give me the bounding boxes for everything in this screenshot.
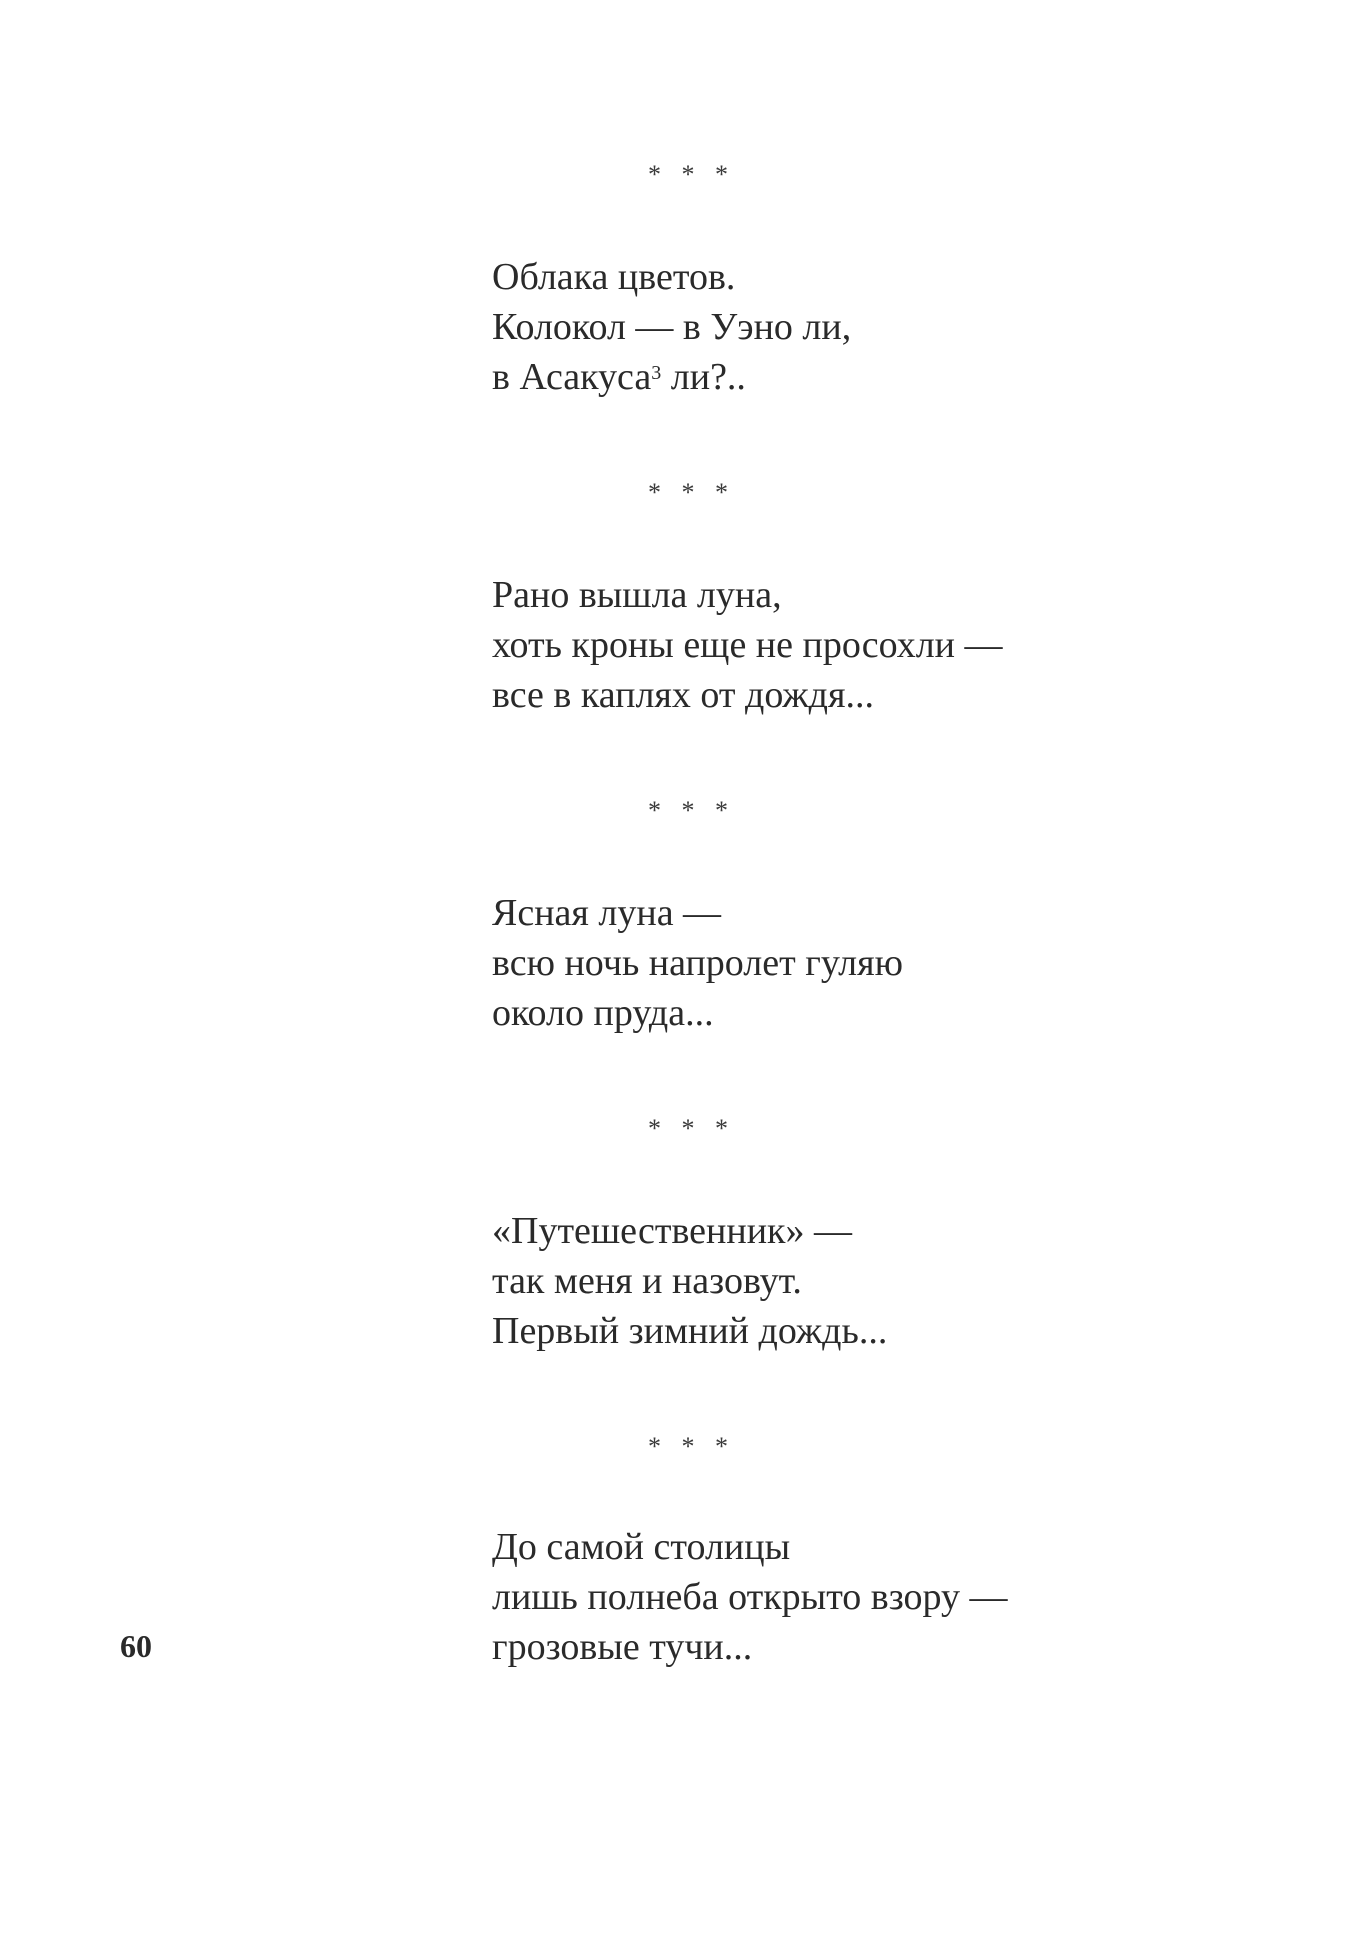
haiku-line: грозовые тучи... bbox=[492, 1626, 753, 1668]
haiku-line: хоть кроны еще не просохли — bbox=[492, 624, 1003, 666]
haiku-line-text: ли?.. bbox=[661, 356, 746, 398]
separator-asterisks: * * * bbox=[648, 160, 728, 189]
separator-asterisks: * * * bbox=[648, 1114, 728, 1143]
haiku-line: Колокол — в Уэно ли, bbox=[492, 306, 852, 348]
haiku bbox=[492, 1522, 1212, 1672]
haiku-line: около пруда... bbox=[492, 992, 714, 1034]
haiku-line: лишь полнеба открыто взору — bbox=[492, 1576, 1008, 1618]
haiku-line: Первый зимний дождь... bbox=[492, 1310, 888, 1352]
page-number: 60 bbox=[120, 1628, 152, 1664]
haiku bbox=[492, 570, 1212, 720]
haiku-line-with-footnote bbox=[492, 352, 1212, 402]
haiku-line: всю ночь напролет гуляю bbox=[492, 942, 903, 984]
separator-asterisks: * * * bbox=[648, 478, 728, 507]
haiku-line: так меня и назовут. bbox=[492, 1260, 802, 1302]
haiku-line: Ясная луна — bbox=[492, 892, 722, 934]
haiku-line: «Путешественник» — bbox=[492, 1210, 853, 1252]
separator-asterisks: * * * bbox=[648, 1432, 728, 1461]
footnote-mark: 3 bbox=[651, 362, 662, 384]
haiku-line: Рано вышла луна, bbox=[492, 574, 782, 616]
haiku bbox=[492, 888, 1212, 1038]
haiku bbox=[492, 1206, 1212, 1356]
separator-asterisks: * * * bbox=[648, 796, 728, 825]
haiku-line-text: в Асакуса bbox=[492, 356, 652, 398]
haiku bbox=[492, 252, 1212, 402]
haiku-line: До самой столицы bbox=[492, 1526, 791, 1568]
haiku-line: все в каплях от дождя... bbox=[492, 674, 874, 716]
haiku-line: Облака цветов. bbox=[492, 256, 736, 298]
